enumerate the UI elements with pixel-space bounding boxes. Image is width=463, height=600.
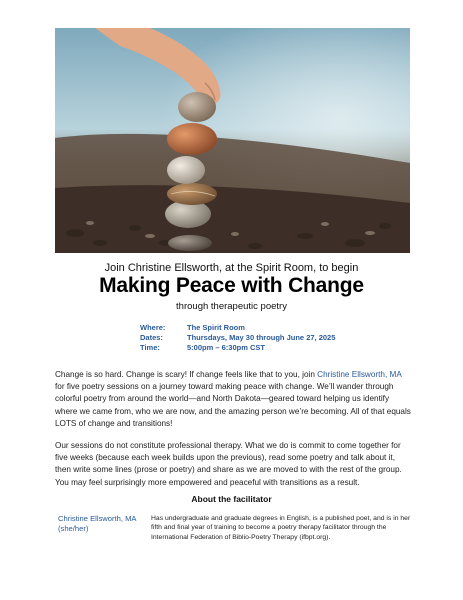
detail-row-time <box>140 343 335 353</box>
disclaimer-paragraph: Our sessions do not constitute professional therapy. What we do is commit to come together for five weeks (because each week builds upon the previous), read some poetry and talk about it, then write some lines (prose or poetry) and share as we are moved to with the rest of the group. You may feel surprisingly more empowered and peaceful with transitions as a result. <box>55 441 402 487</box>
detail-value: The Spirit Room <box>187 323 245 332</box>
detail-label: Time: <box>140 343 160 352</box>
stacked-stones-photo <box>55 28 410 253</box>
detail-value: 5:00pm – 6:30pm CST <box>187 343 265 352</box>
facilitator-link[interactable]: Christine Ellsworth, MA <box>317 370 402 379</box>
hero-image <box>55 28 410 253</box>
detail-row-where <box>140 323 335 333</box>
facilitator-name-text: Christine Ellsworth, MA <box>58 514 137 523</box>
intro-line: Join Christine Ellsworth, at the Spirit Room, to begin <box>104 262 359 274</box>
facilitator-bio: Has undergraduate and graduate degrees in English, is a published poet, and is in her fifth and final year of training to become a poetry therapy facilitator through the International Federation of Biblio-Poetry Therapy (ifbpt.org). <box>151 515 411 541</box>
paragraph-text: for five poetry sessions on a journey toward making peace with change. We’ll wander through colorful poetry from around the world—and North Dakota—geared toward helping us identify where we came from, who we are now, and the amazing person we’re becoming. All of that equals LOTS of change and transitions! <box>55 382 411 428</box>
detail-value: Thursdays, May 30 through June 27, 2025 <box>187 333 336 342</box>
event-title: Making Peace with Change <box>99 274 364 297</box>
paragraph-text: Change is so hard. Change is scary! If change feels like that to you, join <box>55 370 318 379</box>
description-paragraph <box>55 369 411 430</box>
about-heading: About the facilitator <box>191 494 272 504</box>
event-details <box>140 323 335 353</box>
facilitator-pronouns: (she/her) <box>58 524 89 533</box>
detail-label: Where: <box>140 323 166 332</box>
facilitator-name <box>58 514 143 534</box>
detail-label: Dates: <box>140 333 163 342</box>
detail-row-dates <box>140 333 335 343</box>
event-subtitle: through therapeutic poetry <box>176 301 287 312</box>
